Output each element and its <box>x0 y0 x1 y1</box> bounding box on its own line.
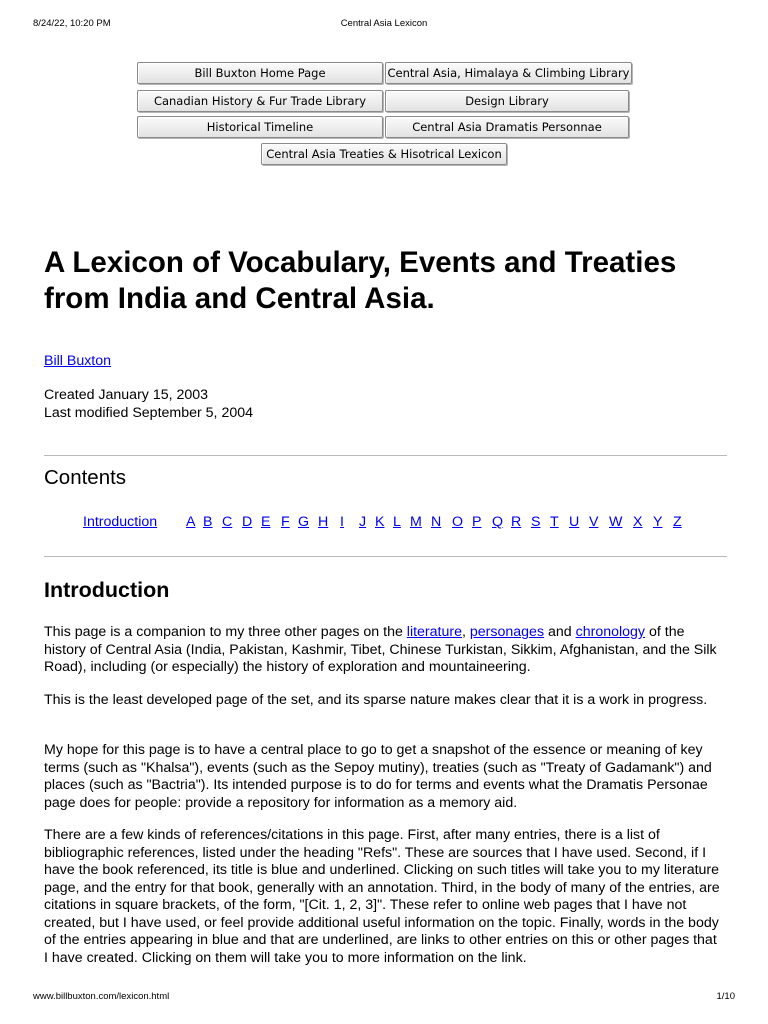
index-letter-t[interactable]: T <box>550 514 559 530</box>
nav-home-button[interactable]: Bill Buxton Home Page <box>137 62 383 84</box>
print-page-number: 1/10 <box>716 991 735 1002</box>
nav-canadian-history-button[interactable]: Canadian History & Fur Trade Library <box>137 90 383 112</box>
personages-link[interactable]: personages <box>469 624 545 640</box>
index-letter-i[interactable]: I <box>340 514 344 530</box>
print-url: www.billbuxton.com/lexicon.html <box>33 991 170 1002</box>
print-header <box>33 18 735 32</box>
contents-heading: Contents <box>44 466 127 489</box>
index-letter-x[interactable]: X <box>633 514 643 530</box>
chronology-link[interactable]: chronology <box>575 624 646 640</box>
index-letter-q[interactable]: Q <box>492 514 504 530</box>
intro-paragraph-2: This is the least developed page of the set, and its sparse nature makes clear that it is a work in progress. <box>44 692 708 708</box>
print-date: 8/24/22, 10:20 PM <box>33 18 111 29</box>
index-letter-w[interactable]: W <box>609 514 623 530</box>
index-letter-f[interactable]: F <box>281 514 290 530</box>
intro-text: , <box>462 624 470 640</box>
introduction-heading: Introduction <box>44 578 170 602</box>
index-letter-c[interactable]: C <box>222 514 233 530</box>
modified-date: Last modified September 5, 2004 <box>44 405 254 421</box>
nav-historical-timeline-button[interactable]: Historical Timeline <box>137 116 383 138</box>
nav-design-library-button[interactable]: Design Library <box>385 90 629 112</box>
index-letter-l[interactable]: L <box>393 514 401 530</box>
index-letter-d[interactable]: D <box>242 514 253 530</box>
intro-text: and <box>544 624 576 640</box>
intro-text: This page is a companion to my three other pages on the <box>44 624 407 640</box>
index-letter-u[interactable]: U <box>569 514 580 530</box>
nav-climbing-library-button[interactable]: Central Asia, Himalaya & Climbing Library <box>385 62 632 84</box>
site-navigation <box>137 62 633 170</box>
divider <box>44 455 727 456</box>
nav-treaties-lexicon-button[interactable]: Central Asia Treaties & Hisotrical Lexicon <box>261 143 507 165</box>
index-letter-y[interactable]: Y <box>653 514 663 530</box>
intro-paragraph-4: There are a few kinds of references/citations in this page. First, after many entries, there is a list of bibliographic references, listed under the heading "Refs". These are sources that I have used. Second, if I have the book referenced, its title is blue and underlined. Clicking on such titles will take you to my literature page, and the entry for that book, generally with an annotation. Third, in the body of many of the entries, are citations in square brackets, of the form, "[Cit. 1, 2, 3]". These refer to online web pages that I have not created, but I have used, or feel provide additional useful information on the topic. Finally, words in the body of the entries appearing in blue and that are underlined, are links to other entries on this or other pages that I have created. Clicking on them will take you to more information on the link. <box>44 827 720 966</box>
index-letter-r[interactable]: R <box>511 514 522 530</box>
index-letter-b[interactable]: B <box>203 514 213 530</box>
author-link[interactable]: Bill Buxton <box>44 353 112 369</box>
page-dates <box>44 386 253 422</box>
intro-paragraph-3: My hope for this page is to have a central place to go to get a snapshot of the essence or meaning of key terms (such as "Khalsa"), events (such as the Sepoy mutiny), treaties (such as "Treaty of Gadamank") and places (such as "Bactria"). Its intended purpose is to do for terms and events what the Dramatis Personae page does for people: provide a repository for information as a memory aid. <box>44 742 712 811</box>
index-letter-a[interactable]: A <box>186 514 196 530</box>
index-letter-v[interactable]: V <box>589 514 599 530</box>
index-letter-s[interactable]: S <box>531 514 541 530</box>
divider <box>44 556 727 557</box>
index-letter-g[interactable]: G <box>298 514 310 530</box>
contents-introduction-link[interactable]: Introduction <box>83 514 158 530</box>
alphabet-index <box>0 514 768 532</box>
created-date: Created January 15, 2003 <box>44 387 209 403</box>
print-title: Central Asia Lexicon <box>340 18 428 29</box>
literature-link[interactable]: literature <box>406 624 462 640</box>
index-letter-j[interactable]: J <box>359 514 367 530</box>
index-letter-k[interactable]: K <box>375 514 385 530</box>
index-letter-z[interactable]: Z <box>673 514 682 530</box>
index-letter-m[interactable]: M <box>410 514 422 530</box>
index-letter-h[interactable]: H <box>318 514 329 530</box>
nav-dramatis-personnae-button[interactable]: Central Asia Dramatis Personnae <box>385 116 629 138</box>
intro-text: of the history of Central Asia (India, Pakistan, Kashmir, Tibet, Chinese Turkistan, Sikkim, Afghanistan, and the Silk Road), including (or especially) the history of exploration and mountaineering. <box>44 624 717 675</box>
index-letter-o[interactable]: O <box>452 514 464 530</box>
intro-paragraph-1 <box>44 624 724 677</box>
index-letter-p[interactable]: P <box>472 514 482 530</box>
index-letter-e[interactable]: E <box>261 514 271 530</box>
index-letter-n[interactable]: N <box>431 514 442 530</box>
page-title: A Lexicon of Vocabulary, Events and Treaties from India and Central Asia. <box>44 246 677 315</box>
print-footer <box>33 991 735 1005</box>
